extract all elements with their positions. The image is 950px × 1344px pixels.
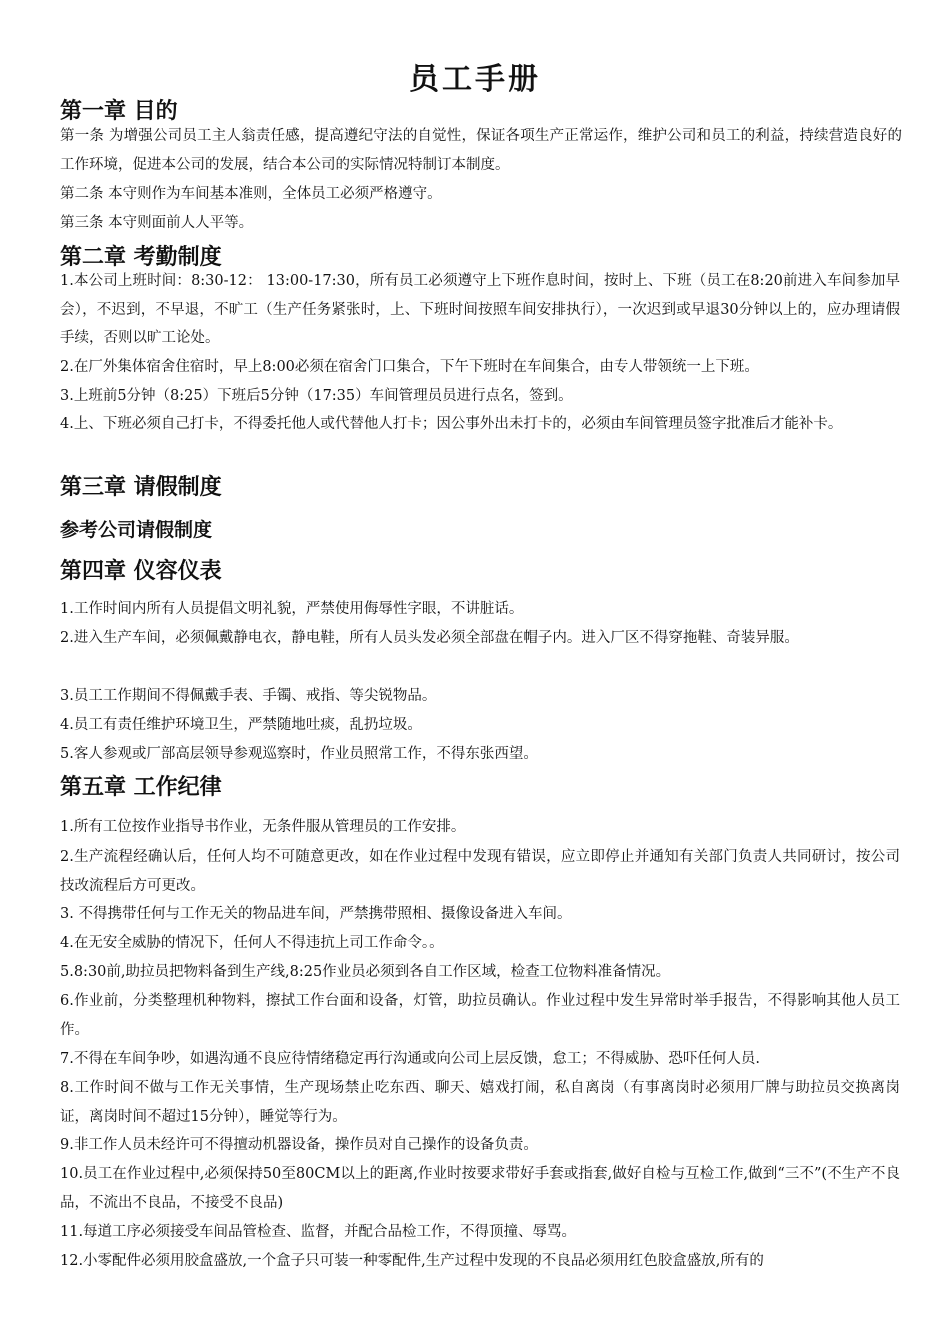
chapter-5-para-12: 12.小零配件必须用胶盒盛放,一个盒子只可装一种零配件,生产过程中发现的不良品必须用红色胶盒盛放,所有的 — [60, 1253, 764, 1269]
chapter-4-para-3: 3.员工工作期间不得佩戴手表、手镯、戒指、等尖锐物品。 — [60, 688, 437, 704]
chapter-4-para-5: 5.客人参观或厂部高层领导参观巡察时，作业员照常工作，不得东张西望。 — [60, 746, 538, 762]
chapter-5-para-9: 9.非工作人员未经许可不得擅动机器设备，操作员对自己操作的设备负责。 — [60, 1137, 538, 1153]
chapter-5-para-5: 5.8:30前,助拉员把物料备到生产线,8:25作业员必须到各自工作区域，检查工位物料准备情况。 — [60, 964, 671, 980]
chapter-5-para-2: 2.生产流程经确认后，任何人均不可随意更改，如在作业过程中发现有错误，应立即停止并通知有关部门负责人共同研讨，按公司技改流程后方可更改。 — [60, 849, 900, 894]
chapter-3-heading: 第三章 请假制度 — [60, 475, 222, 500]
chapter-1-para-3: 第三条 本守则面前人人平等。 — [60, 215, 254, 231]
chapter-4-para-1: 1.工作时间内所有人员提倡文明礼貌，严禁使用侮辱性字眼，不讲脏话。 — [60, 601, 524, 617]
document-title: 员工手册 — [409, 62, 541, 97]
chapter-2-heading: 第二章 考勤制度 — [60, 245, 222, 270]
chapter-1-para-1: 第一条 为增强公司员工主人翁责任感，提高遵纪守法的自觉性，保证各项生产正常运作，维护公司和员工的利益，持续营造良好的工作环境，促进本公司的发展，结合本公司的实际情况特制订本制度。 — [60, 128, 902, 173]
chapter-5-para-8: 8.工作时间不做与工作无关事情，生产现场禁止吃东西、聊天、嬉戏打闹，私自离岗（有事离岗时必须用厂牌与助拉员交换离岗证，离岗时间不超过15分钟），睡觉等行为。 — [60, 1080, 900, 1125]
chapter-5-para-6: 6.作业前，分类整理机种物料，擦拭工作台面和设备，灯管，助拉员确认。作业过程中发生异常时举手报告，不得影响其他人员工作。 — [60, 993, 900, 1038]
chapter-4-para-2: 2.进入生产车间，必须佩戴静电衣，静电鞋，所有人员头发必须全部盘在帽子内。进入厂区不得穿拖鞋、奇装异服。 — [60, 630, 799, 646]
chapter-2-para-4: 4.上、下班必须自己打卡，不得委托他人或代替他人打卡；因公事外出未打卡的，必须由车间管理员签字批准后才能补卡。 — [60, 416, 843, 432]
chapter-5-para-11: 11.每道工序必须接受车间品管检查、监督，并配合品检工作，不得顶撞、辱骂。 — [60, 1224, 577, 1240]
chapter-4-heading: 第四章 仪容仪表 — [60, 559, 222, 584]
chapter-2-para-1: 1.本公司上班时间：8:30-12： 13:00-17:30，所有员工必须遵守上下班作息时间，按时上、下班（员工在8:20前进入车间参加早会），不迟到，不早退，不旷工（生产任务紧张时，上、下班时间按照车间安排执行），一次迟到或早退30分钟以上的，应办理请假手续，否则以旷工论处。 — [60, 273, 900, 346]
chapter-1-para-2: 第二条 本守则作为车间基本准则，全体员工必须严格遵守。 — [60, 186, 442, 202]
chapter-4-para-4: 4.员工有责任维护环境卫生，严禁随地吐痰，乱扔垃圾。 — [60, 717, 422, 733]
chapter-3-subheading: 参考公司请假制度 — [60, 519, 213, 541]
chapter-2-para-3: 3.上班前5分钟（8:25）下班后5分钟（17:35）车间管理员员进行点名，签到。 — [60, 388, 573, 404]
chapter-5-para-1: 1.所有工位按作业指导书作业，无条件服从管理员的工作安排。 — [60, 819, 466, 835]
chapter-1-heading: 第一章 目的 — [60, 99, 178, 124]
chapter-5-para-7: 7.不得在车间争吵，如遇沟通不良应待情绪稳定再行沟通或向公司上层反馈，怠工；不得威胁、恐吓任何人员. — [60, 1051, 760, 1067]
chapter-5-para-10: 10.员工在作业过程中,必须保持50至80CM以上的距离,作业时按要求带好手套或指套,做好自检与互检工作,做到“三不”(不生产不良品，不流出不良品，不接受不良品) — [60, 1166, 900, 1211]
chapter-2-para-2: 2.在厂外集体宿舍住宿时，早上8:00必须在宿舍门口集合，下午下班时在车间集合，由专人带领统一上下班。 — [60, 359, 759, 375]
chapter-5-para-3: 3. 不得携带任何与工作无关的物品进车间，严禁携带照相、摄像设备进入车间。 — [60, 906, 572, 922]
chapter-5-para-4: 4.在无安全威胁的情况下，任何人不得违抗上司工作命令。。 — [60, 935, 444, 951]
chapter-5-heading: 第五章 工作纪律 — [60, 775, 222, 800]
